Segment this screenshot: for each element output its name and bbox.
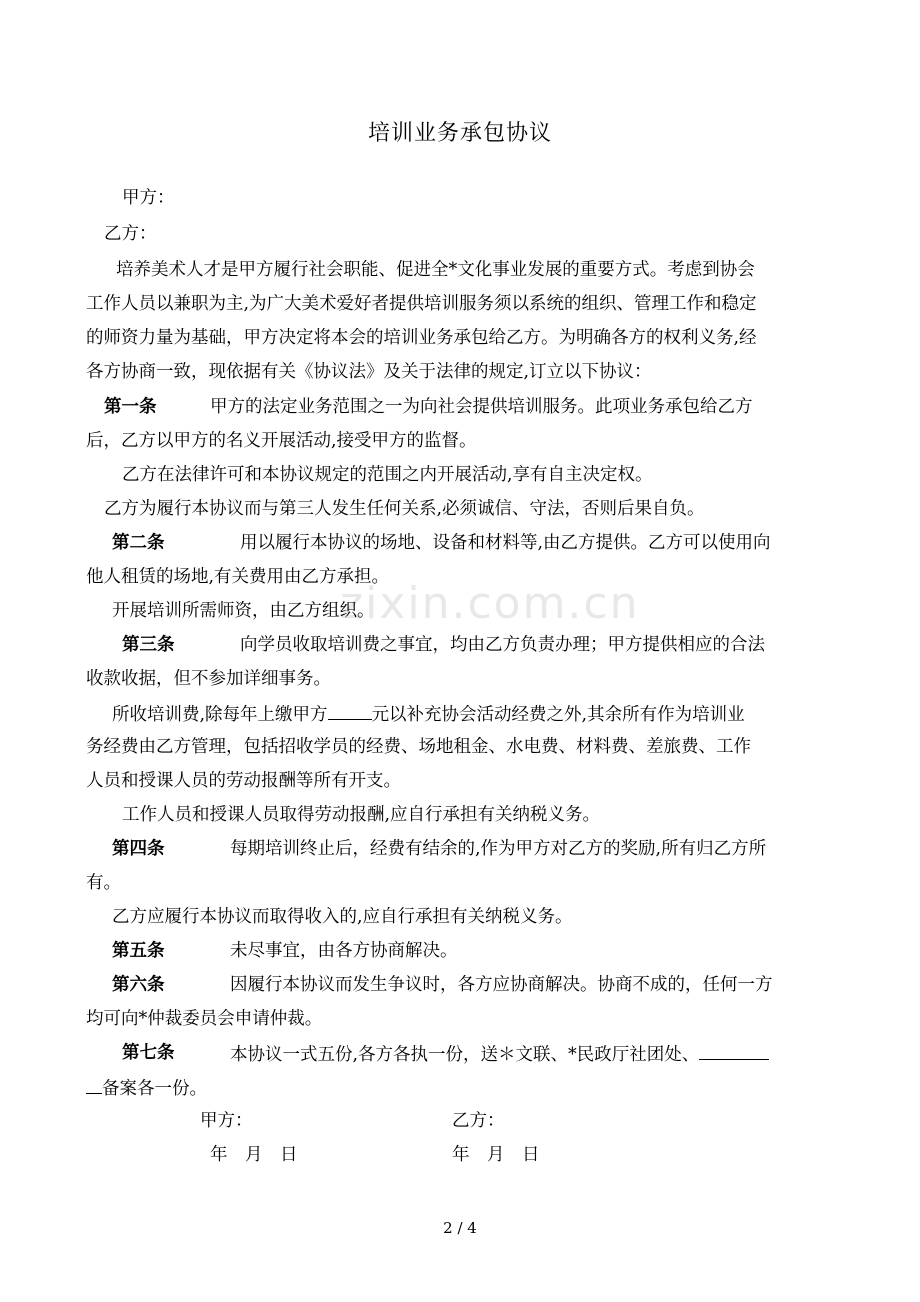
intro-line-2: 工作人员以兼职为主,为广大美术爱好者提供培训服务须以系统的组织、管理工作和稳定 <box>86 294 757 314</box>
article-4-label: 第四条 <box>112 839 165 859</box>
article-7-line-1 <box>230 1041 769 1067</box>
signature-party-a: 甲方： <box>200 1111 253 1131</box>
party-a-label: 甲方： <box>122 188 175 208</box>
article-3-para-2-part-b: 元以补充协会活动经费之外,其余所有作为培训业 <box>371 705 745 725</box>
article-3-para-2-line-3: 人员和授课人员的劳动报酬等所有开支。 <box>86 771 401 791</box>
article-2-line-1: 用以履行本协议的场地、设备和材料等,由乙方提供。乙方可以使用向 <box>240 533 771 553</box>
page-number: 2 / 4 <box>443 1219 477 1237</box>
article-3-para-2-line-2: 务经费由乙方管理，包括招收学员的经费、场地租金、水电费、材料费、差旅费、工作 <box>86 737 751 757</box>
article-6-label: 第六条 <box>112 975 165 995</box>
filing-agency-blank <box>699 1041 769 1060</box>
party-b-label: 乙方： <box>104 224 157 244</box>
article-3-para-3: 工作人员和授课人员取得劳动报酬,应自行承担有关纳税义务。 <box>122 805 601 825</box>
signature-date-a: 年 月 日 <box>210 1145 298 1165</box>
article-3-label: 第三条 <box>122 635 175 655</box>
article-7-line-2-text: 备案各一份。 <box>102 1079 207 1099</box>
article-7-line-2 <box>86 1075 207 1101</box>
article-6-line-2: 均可向*仲裁委员会申请仲裁。 <box>86 1009 323 1029</box>
article-7-line-1-text: 本协议一式五份,各方各执一份，送＊文联、*民政厅社团处、 <box>230 1045 700 1065</box>
filing-agency-blank-continued <box>86 1075 102 1094</box>
signature-date-b: 年 月 日 <box>452 1145 540 1165</box>
article-2-label: 第二条 <box>112 533 165 553</box>
article-3-para-2-line-1 <box>112 701 745 727</box>
document-title: 培训业务承包协议 <box>367 121 552 146</box>
article-4-line-2: 有。 <box>86 873 121 893</box>
article-5-line-1: 未尽事宜，由各方协商解决。 <box>230 941 458 961</box>
article-1-line-1: 甲方的法定业务范围之一为向社会提供培训服务。此项业务承包给乙方 <box>210 397 753 417</box>
article-1-label: 第一条 <box>104 397 157 417</box>
intro-line-1: 培养美术人才是甲方履行社会职能、促进全*文化事业发展的重要方式。考虑到协会 <box>116 260 755 280</box>
article-1-para-3: 乙方为履行本协议而与第三人发生任何关系,必须诚信、守法，否则后果自负。 <box>104 499 705 519</box>
intro-line-3: 的师资力量为基础，甲方决定将本会的培训业务承包给乙方。为明确各方的权利义务,经 <box>86 328 757 348</box>
article-2-para-2: 开展培训所需师资，由乙方组织。 <box>112 601 375 621</box>
article-3-line-1: 向学员收取培训费之事宜，均由乙方负责办理；甲方提供相应的合法 <box>240 635 765 655</box>
watermark: zixin.com.cn <box>340 578 640 629</box>
article-1-para-2: 乙方在法律许可和本协议规定的范围之内开展活动,享有自主决定权。 <box>122 465 653 485</box>
fee-amount-blank <box>328 701 372 720</box>
article-1-line-2: 后，乙方以甲方的名义开展活动,接受甲方的监督。 <box>86 431 477 451</box>
article-5-label: 第五条 <box>112 941 165 961</box>
article-3-para-2-part-a: 所收培训费,除每年上缴甲方 <box>112 705 328 725</box>
article-3-line-2: 收款收据，但不参加详细事务。 <box>86 669 331 689</box>
article-4-line-1: 每期培训终止后，经费有结余的,作为甲方对乙方的奖励,所有归乙方所 <box>230 839 767 859</box>
article-2-line-2: 他人租赁的场地,有关费用由乙方承担。 <box>86 567 390 587</box>
article-6-line-1: 因履行本协议而发生争议时，各方应协商解决。协商不成的，任何一方 <box>230 975 773 995</box>
intro-line-4: 各方协商一致，现依据有关《协议法》及关于法律的规定,订立以下协议： <box>86 362 652 382</box>
article-7-label: 第七条 <box>122 1043 175 1063</box>
signature-party-b: 乙方： <box>452 1111 505 1131</box>
article-4-para-2: 乙方应履行本协议而取得收入的,应自行承担有关纳税义务。 <box>112 907 573 927</box>
